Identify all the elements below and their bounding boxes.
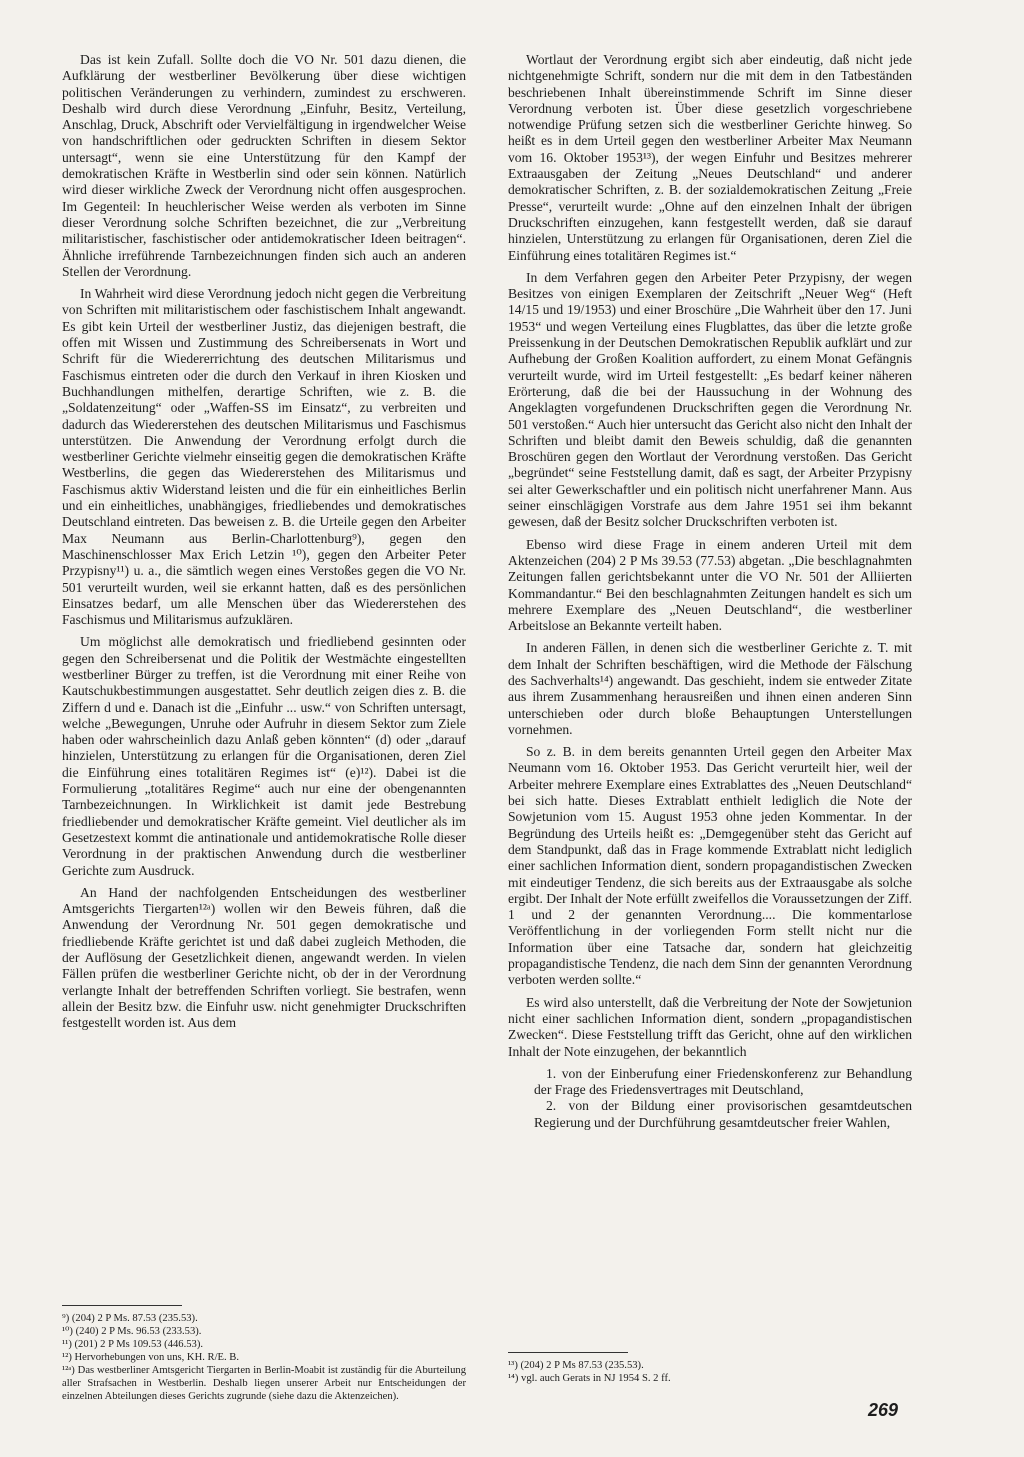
left-footnotes xyxy=(62,1297,466,1403)
paragraph: Es wird also unterstellt, daß die Verbreitung der Note der Sowjetunion nicht einer sachlichen Information dient, sondern „propagandistischen Zwecken“. Diese Feststellung trifft das Gericht, ohne auf den wirklichen Inhalt der Note einzugehen, der bekanntlich xyxy=(508,994,912,1059)
footnote: ¹⁴) vgl. auch Gerats in NJ 1954 S. 2 ff. xyxy=(508,1373,671,1384)
paragraph: Wortlaut der Verordnung ergibt sich aber eindeutig, daß nicht jede nichtgenehmigte Schrift, sondern nur die mit dem in den Tatbeständen beschriebenen Inhalt übereinstimmende Schrift im Sinne dieser Verordnung verboten ist. Über diese gesetzlich vorgeschriebene notwendige Prüfung setzen sich die westberliner Gerichte hinweg. So heißt es in dem Urteil gegen den westberliner Arbeiter Max Neumann vom 16. Oktober 1953¹³), der wegen Einfuhr und Besitzes mehrerer Extraausgaben der Zeitung „Neues Deutschland“ und anderer demokratischer Schriften, z. B. der sozialdemokratischen Zeitung „Freie Presse“, verurteilt wurde: „Ohne auf den einzelnen Inhalt der übrigen Druckschriften einzugehen, kann festgestellt werden, daß sie darauf hinzielen, Unterstützung zu erlangen für Organisationen, deren Ziel die Einführung eines totalitären Regimes ist.“ xyxy=(508,52,912,263)
paragraph: In Wahrheit wird diese Verordnung jedoch nicht gegen die Verbreitung von Schriften mit militaristischem oder faschistischem Inhalt angewandt. Es gibt kein Urteil der westberliner Justiz, das diejenigen bestraft, die offen mit Wissen und Zustimmung des Schreibersenats in Wort und Schrift für die Wiedererrichtung des deutschen Militarismus und Faschismus eintreten oder die durch den Verkauf in ihren Kiosken und Buchhandlungen mithelfen, derartige Schriften, wie z. B. die „Soldatenzeitung“ oder „Waffen-SS im Einsatz“, zu verbreiten und dadurch das Wiedererstehen des deutschen Militarismus und Faschismus unterstützen. Die Anwendung der Verordnung erfolgt durch die westberliner Gerichte vielmehr einseitig gegen die demokratischen Kräfte Westberlins, die gegen das Wiedererstehen des Militarismus und Faschismus aktiv Widerstand leisten und die für ein einheitliches Berlin und ein einheitliches, unabhängiges, friedliebendes und demokratisches Deutschland eintreten. Das beweisen z. B. die Urteile gegen den Arbeiter Max Neumann aus Berlin-Charlottenburg⁹), gegen den Maschinenschlosser Max Erich Letzin ¹⁰), gegen den Arbeiter Peter Przypisny¹¹) u. a., die sämtlich wegen eines Verstoßes gegen die VO Nr. 501 verurteilt wurden, weil sie erkannt hatten, daß es des persönlichen Einsatzes bedarf, um alle Menschen über das Wiedererstehen des Faschismus und Militarismus aufzuklären. xyxy=(62,286,466,628)
paragraph: An Hand der nachfolgenden Entscheidungen des westberliner Amtsgerichts Tiergarten¹²ᵃ) wollen wir den Beweis führen, daß die Anwendung der Verordnung Nr. 501 gegen demokratische und friedliebende Kräfte gerichtet ist und daß dabei zugleich Methoden, die der Auflösung der Gesetzlichkeit dienen, angewandt werden. In vielen Fällen prüfen die westberliner Gerichte nicht, ob der in der Verordnung verlangte Inhalt der betreffenden Schriften vorliegt. Sie bestrafen, wenn allein der Besitz bzw. die Einfuhr usw. nicht genehmigter Druckschriften festgestellt worden ist. Aus dem xyxy=(62,884,466,1031)
page-number: 269 xyxy=(868,1400,899,1420)
paragraph: Um möglichst alle demokratisch und friedliebend gesinnten oder gegen den Schreibersenat und die Politik der Westmächte eingestellten westberliner Bürger zu treffen, ist die Verordnung mit einer Reihe von Kautschukbestimmungen ausgestattet. Sehr deutlich zeigen dies z. B. die Ziffern d und e. Danach ist die „Einfuhr ... usw.“ von Schriften untersagt, welche „Bewegungen, Unruhe oder Aufruhr in diesem Sektor zum Ziele haben oder wahrscheinlich dazu Anlaß geben könnten“ (d) oder „darauf hinzielen, Unterstützung zu erlangen für die Organisationen, deren Ziel die Einführung eines totalitären Regimes ist“ (e)¹²). Dabei ist die Formulierung „totalitäres Regime“ auch nur eine der obengenannten Tarnbezeichnungen. In Wirklichkeit ist damit jede Bestrebung friedliebender und demokratischer Kräfte gemeint. Viel deutlicher als im Gesetzestext kommt die antinationale und antidemokratische Rolle dieser Verordnung in der praktischen Anwendung durch die westberliner Gerichte zum Ausdruck. xyxy=(62,634,466,878)
footnote: ¹³) (204) 2 P Ms 87.53 (235.53). xyxy=(508,1360,644,1371)
list-item: 1. von der Einberufung einer Friedenskonferenz zur Behandlung der Frage des Friedensvertrages mit Deutschland, xyxy=(534,1065,912,1098)
footnote-divider xyxy=(508,1352,628,1353)
paragraph: In dem Verfahren gegen den Arbeiter Peter Przypisny, der wegen Besitzes von einigen Exemplaren der Zeitschrift „Neuer Weg“ (Heft 14/15 und 19/1953) und einer Broschüre „Die Wahrheit über den 17. Juni 1953“ und wegen Verteilung eines Flugblattes, das über die letzte große Preissenkung in der Deutschen Demokratischen Republik aufklärt und zur Aufhebung der Großen Koalition auffordert, zu einem Monat Gefängnis verurteilt wurde, wird im Urteil festgestellt: „Es bedarf keiner näheren Erörterung, daß die bei der Haussuchung in der Wohnung des Angeklagten vorgefundenen Druckschriften gegen die Verordnung Nr. 501 verstoßen.“ Auch hier untersucht das Gericht also nicht den Inhalt der Schriften und bleibt damit den Beweis schuldig, daß die genannten Broschüren gegen den Wortlaut der Verordnung verstoßen. Das Gericht „begründet“ seine Feststellung damit, daß es sagt, der Arbeiter Przypisny sei alter Gewerkschaftler und ein politisch nicht unerfahrener Mann. Aus seiner einschlägigen Vorstrafe aus dem Jahre 1951 sei ihm bekannt gewesen, daß der Besitz solcher Druckschriften verboten ist. xyxy=(508,269,912,530)
footnote: ¹¹) (201) 2 P Ms 109.53 (446.53). xyxy=(62,1339,204,1350)
list-item: 2. von der Bildung einer provisorischen gesamtdeutschen Regierung und der Durchführung gesamtdeutscher freier Wahlen, xyxy=(534,1098,912,1130)
paragraph: In anderen Fällen, in denen sich die westberliner Gerichte z. T. mit dem Inhalt der Schriften beschäftigen, wird die Methode der Fälschung des Sachverhalts¹⁴) angewandt. Das geschieht, indem sie entweder Zitate aus ihrem Zusammenhang herausreißen und ihnen einen anderen Sinn unterschieben oder durch bloße Behauptungen Unterstellungen vornehmen. xyxy=(508,640,912,737)
paragraph: Ebenso wird diese Frage in einem anderen Urteil mit dem Aktenzeichen (204) 2 P Ms 39.53 (77.53) abgetan. „Die beschlagnahmten Zeitungen fallen gerichtsbekannt unter die VO Nr. 501 der Alliierten Kommandantur.“ Bei den beschlagnahmten Zeitungen handelt es sich um mehrere Exemplare des „Neuen Deutschland“, die westberliner Arbeitslose an Bekannte verteilt haben. xyxy=(508,536,912,634)
paragraph: So z. B. in dem bereits genannten Urteil gegen den Arbeiter Max Neumann vom 16. Oktober 1953. Das Gericht verurteilt hier, weil der Arbeiter mehrere Exemplare eines Extrablattes des „Neuen Deutschland“ bei sich hatte. Dieses Extrablatt enthielt lediglich die Note der Sowjetunion vom 15. August 1953 ohne jeden Kommentar. In der Begründung des Urteils heißt es: „Demgegenüber steht das Gericht auf dem Standpunkt, daß das in Frage kommende Extrablatt nicht lediglich einer sachlichen Information dient, sondern propagandistischen Zwecken mit eindeutiger Tendenz, die sich bereits aus der Extraausgabe als solche ergibt. Der Inhalt der Note erfüllt zweifellos die Voraussetzungen der Ziff. 1 und 2 der genannten Verordnung.... Die kommentarlose Veröffentlichung in der vorliegenden Form stellt nicht nur die Information über eine Tatsache dar, sondern hat gleichzeitig propagandistische Tendenz, die nach dem Sinn der genannten Verordnung verboten werden sollte.“ xyxy=(508,744,912,988)
paragraph: Das ist kein Zufall. Sollte doch die VO Nr. 501 dazu dienen, die Aufklärung der westberliner Bevölkerung über diese wichtigen politischen Veränderungen zu verhindern, zumindest zu erschweren. Deshalb wird durch diese Verordnung „Einfuhr, Besitz, Verteilung, Anschlag, Druck, Abschrift oder Vervielfältigung in irgendwelcher Weise von handschriftlichen oder gedruckten Schriften in diesem Sektor untersagt“, wenn sie eine Unterstützung für den Kampf der demokratischen Kräfte in Westberlin sind oder sein können. Natürlich wird dieser wirkliche Zweck der Verordnung nicht offen ausgesprochen. Im Gegenteil: In heuchlerischer Weise werden als verboten im Sinne dieser Verordnung solche Schriften bezeichnet, die zur „Verbreitung militaristischer, faschistischer oder antidemokratischer Ideen beitragen“. Ähnliche irreführende Tarnbezeichnungen finden sich auch an anderen Stellen der Verordnung. xyxy=(62,52,466,279)
footnote: ¹²ᵃ) Das westberliner Amtsgericht Tiergarten in Berlin-Moabit ist zuständig für die Aburteilung aller Strafsachen in Westberlin. Deshalb liegen unserer Arbeit nur Entscheidungen der einzelnen Abteilungen dieses Gerichts zugrunde (siehe dazu die Aktenzeichen). xyxy=(62,1365,466,1402)
footnote-divider xyxy=(62,1305,182,1306)
footnote: ¹²) Hervorhebungen von uns, KH. R/E. B. xyxy=(62,1352,240,1363)
footnote: ⁹) (204) 2 P Ms. 87.53 (235.53). xyxy=(62,1313,198,1324)
right-text-column xyxy=(508,52,912,1342)
footnote: ¹⁰) (240) 2 P Ms. 96.53 (233.53). xyxy=(62,1326,202,1337)
right-footnotes xyxy=(508,1344,912,1385)
left-text-column xyxy=(62,52,466,1292)
